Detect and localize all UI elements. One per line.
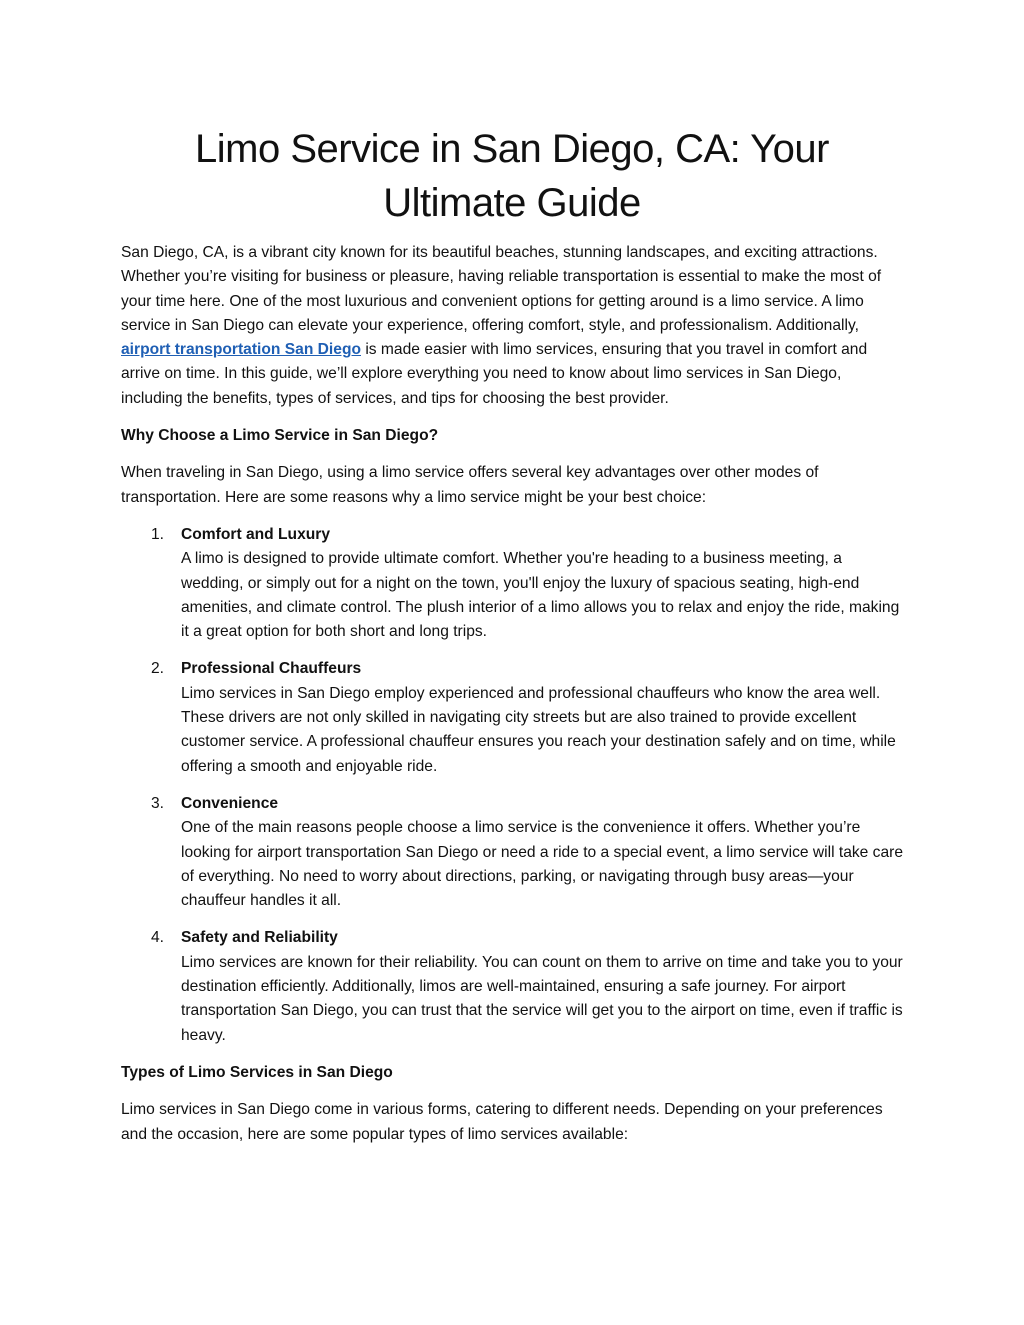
list-number: 3. <box>151 794 165 812</box>
page-title: Limo Service in San Diego, CA: Your Ultimate Guide <box>195 127 829 225</box>
list-number: 1. <box>151 525 165 543</box>
list-item-title: Comfort and Luxury <box>181 525 331 543</box>
list-item <box>121 523 907 644</box>
list-item-text: One of the main reasons people choose a limo service is the convenience it offers. Whether you’re looking for airport transportation San Diego or need a ride to a special event, a limo service will take care of everything. No need to worry about directions, parking, or navigating through busy areas—your chauffeur handles it all. <box>181 819 904 910</box>
list-item-title: Professional Chauffeurs <box>181 660 362 678</box>
list-item <box>121 926 907 1047</box>
airport-transportation-link[interactable]: airport transportation San Diego <box>121 341 361 359</box>
list-item-text: Limo services in San Diego employ experienced and professional chauffeurs who know the area well. These drivers are not only skilled in navigating city streets but are also trained to provide excellent customer service. A professional chauffeur ensures you reach your destination safely and on time, while offering a smooth and enjoyable ride. <box>181 684 896 775</box>
intro-text-after-link: is made easier with limo services, ensuring that you travel in comfort and arrive on time. In this guide, we’ll explore everything you need to know about limo services in San Diego, including the benefits, types of services, and tips for choosing the best provider. <box>121 341 868 407</box>
reasons-list <box>121 523 907 1048</box>
list-number: 4. <box>151 929 165 947</box>
types-heading: Types of Limo Services in San Diego <box>121 1063 393 1081</box>
document-body <box>121 241 907 1160</box>
list-item <box>121 657 907 778</box>
list-item-title: Safety and Reliability <box>181 929 338 947</box>
intro-text-before-link: San Diego, CA, is a vibrant city known for its beautiful beaches, stunning landscapes, and exciting attractions. Whether you’re visiting for business or pleasure, having reliable transportation is essential to make the most of your time here. One of the most luxurious and convenient options for getting around is a limo service. A limo service in San Diego can elevate your experience, offering comfort, style, and professionalism. Additionally, <box>121 244 882 334</box>
why-heading: Why Choose a Limo Service in San Diego? <box>121 427 439 445</box>
list-item-title: Convenience <box>181 794 279 812</box>
list-item-text: A limo is designed to provide ultimate comfort. Whether you're heading to a business meeting, a wedding, or simply out for a night on the town, you'll enjoy the luxury of spacious seating, high-end amenities, and climate control. The plush interior of a limo allows you to relax and enjoy the ride, making it a great option for both short and long trips. <box>181 550 900 641</box>
intro-paragraph <box>121 241 907 411</box>
list-number: 2. <box>151 660 165 678</box>
why-intro-paragraph: When traveling in San Diego, using a limo service offers several key advantages over other modes of transportation. Here are some reasons why a limo service might be your best choice: <box>121 464 819 506</box>
types-intro-paragraph: Limo services in San Diego come in various forms, catering to different needs. Depending on your preferences and the occasion, here are some popular types of limo services available: <box>121 1101 883 1143</box>
list-item <box>121 792 907 913</box>
list-item-text: Limo services are known for their reliability. You can count on them to arrive on time and take you to your destination efficiently. Additionally, limos are well-maintained, ensuring a safe journey. For airport transportation San Diego, you can trust that the service will get you to the airport on time, even if traffic is heavy. <box>181 953 903 1044</box>
